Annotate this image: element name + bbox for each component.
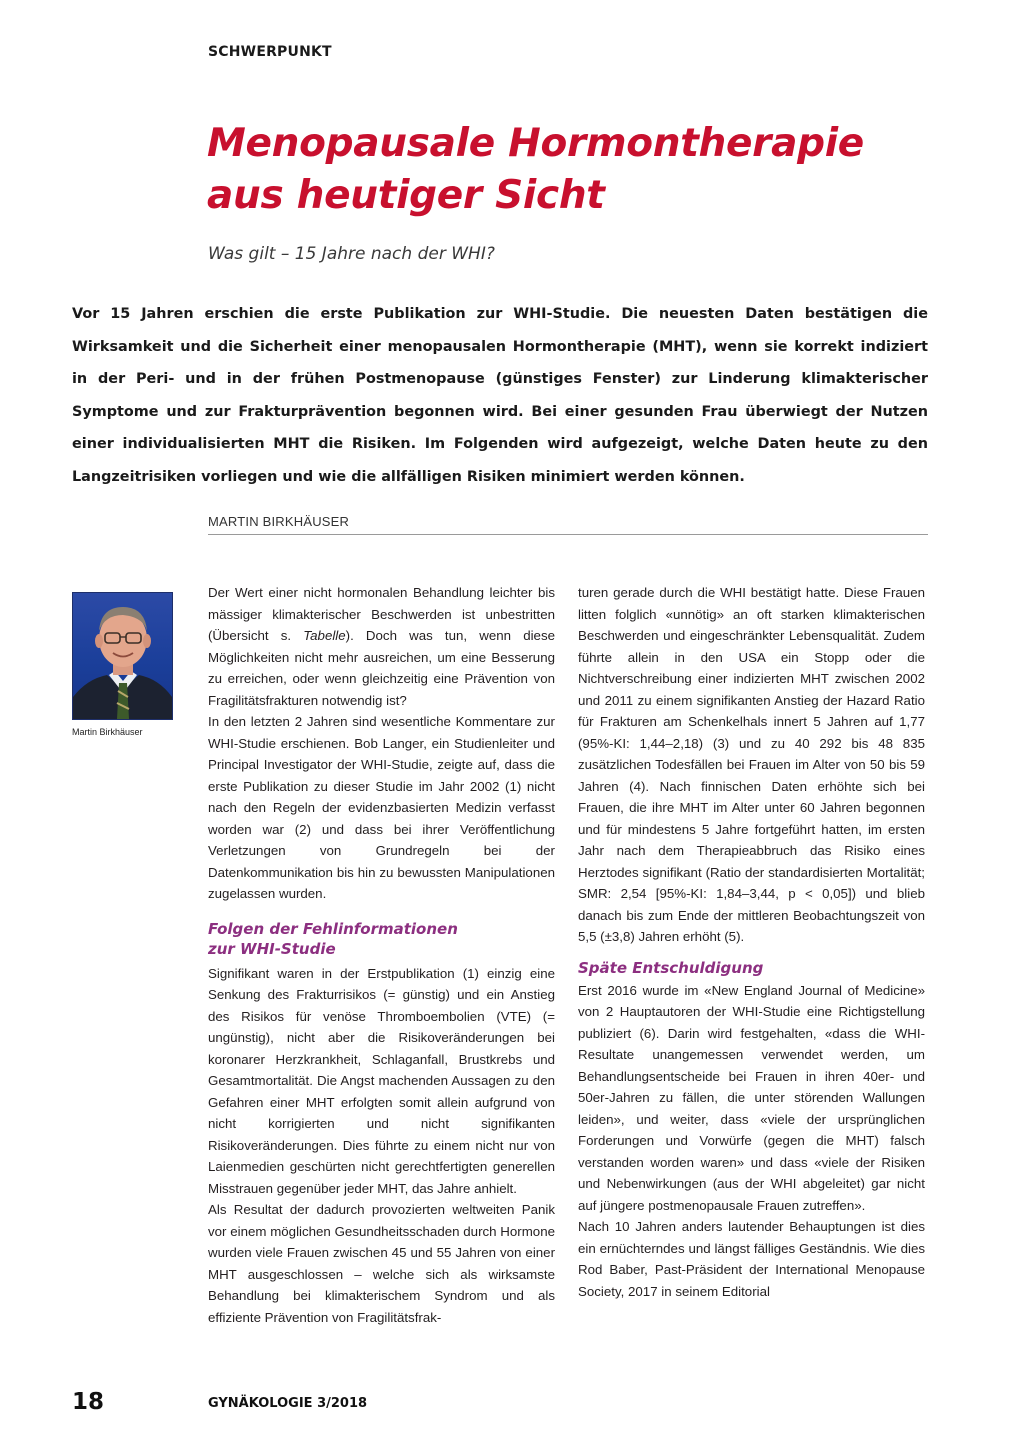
paragraph: Der Wert einer nicht hormonalen Behandlung leichter bis mässiger klimakterischer Beschwerden ist unbestritten (Übersicht s. Tabelle). Doch was tun, wenn diese Möglichkeiten nicht mehr ausreichen, um eine Besserung zu erreichen, oder wenn gleichzeitig eine Prävention von Fragilitätsfrakturen notwendig ist? bbox=[208, 585, 555, 708]
byline-divider bbox=[208, 534, 928, 535]
paragraph: Signifikant waren in der Erstpublikation (1) einzig eine Senkung des Frakturrisikos (= günstig) und ein Anstieg des Risikos für venöse Thromboembolien (VTE) (= ungünstig), nicht aber die Risikoveränderungen bei koronarer Herzkrankheit, Schlaganfall, Brustkrebs und Gesamtmortalität. Die Angst machenden Aussagen zu den Gefahren einer MHT erfolgten somit allein aufgrund von nicht korrigierten und nicht signifikanten Risikoveränderungen. Dies führte zu einem nicht nur von Laienmedien geschürten nicht gerechtfertigten generellen Misstrauen gegenüber jeder MHT, das Jahre anhielt. bbox=[208, 965, 555, 1196]
section-label: SCHWERPUNKT bbox=[208, 44, 332, 60]
title-line-2: aus heutiger Sicht bbox=[207, 173, 605, 218]
section-heading: Folgen der Fehlinformationen zur WHI-Studie bbox=[208, 919, 458, 958]
paragraph: turen gerade durch die WHI bestätigt hatte. Diese Frauen litten folglich «unnötig» an oft starken klimakterischen Beschwerden und eingeschränkter Lebensqualität. Zudem führte allein in den USA ein Stopp oder die Nichtverschreibung einer indizierten MHT zwischen 2002 und 2011 zu einem signifikanten Anstieg der Hazard Ratio für Frakturen am Schenkelhals innert 5 Jahren auf 1,77 (95%-KI: 1,44–2,18) (3) und zu 40 292 bis 48 835 zusätzlichen Todesfällen bei Frauen im Alter von 50 bis 59 Jahren (4). Nach finnischen Daten erhöhte sich bei Frauen, die ihre MHT im Alter unter 60 Jahren begonnen und für mindestens 5 Jahre fortgeführt hatten, im ersten Jahr nach dem Therapieabbruch das Risiko eines Herztodes signifikant (Ratio der standardisierten Mortalität; SMR: 2,54 [95%-KI: 1,84–3,44, p < 0,05]) und blieb danach bis zum Ende der mittleren Beobachtungszeit von 5,5 (±3,8) Jahren erhöht (5). bbox=[578, 585, 925, 944]
paragraph: Erst 2016 wurde im «New England Journal of Medicine» von 2 Hauptautoren der WHI-Studie eine Richtigstellung publiziert (6). Darin wird festgehalten, «dass die WHI-Resultate unangemessen verwendet werden, um Behandlungsentscheide bei Frauen in ihren 40er- und 50er-Jahren zu fällen, die unter störenden Wallungen leiden», und weiter, dass «viele der ursprünglichen Forderungen und Vorwürfe (gegen die MHT) falsch verstanden worden waren» und dass «viele der Risiken und Nebenwirkungen (aus der WHI abgeleitet) gar nicht auf jüngere postmenopausale Frauen zutreffen». bbox=[578, 982, 925, 1213]
article-subtitle: Was gilt – 15 Jahre nach der WHI? bbox=[208, 244, 495, 264]
body-column-left bbox=[208, 582, 555, 1328]
title-line-1: Menopausale Hormontherapie bbox=[207, 121, 864, 166]
paragraph: Nach 10 Jahren anders lautender Behauptungen ist dies ein ernüchterndes und längst fälliges Geständnis. Wie dies Rod Baber, Past-Präsident der International Menopause Society, 2017 in seinem Editorial bbox=[578, 1219, 925, 1299]
author-photo bbox=[72, 592, 173, 720]
paragraph: Als Resultat der dadurch provozierten weltweiten Panik vor einem möglichen Gesundheitsschaden durch Hormone wurden viele Frauen zwischen 45 und 55 Jahren von einer MHT ausgeschlossen – welche sich als wirksamste Behandlung bei klimakterischem Syndrom und als effiziente Prävention von Fragilitätsfrak- bbox=[208, 1202, 555, 1325]
photo-caption: Martin Birkhäuser bbox=[72, 727, 143, 737]
page-number: 18 bbox=[72, 1389, 105, 1415]
paragraph: In den letzten 2 Jahren sind wesentliche Kommentare zur WHI-Studie erschienen. Bob Langer, ein Studienleiter und Principal Investigator der WHI-Studie, zeigte auf, dass die erste Publikation zu dieser Studie im Jahr 2002 (1) nicht nach den Regeln der evidenzbasierten Medizin verfasst worden war (2) und dass bei ihrer Veröffentlichung Verletzungen von Grundregeln bei der Datenkommunikation bis hin zu bewussten Manipulationen zugelassen wurden. bbox=[208, 714, 555, 901]
author-byline: MARTIN BIRKHÄUSER bbox=[208, 514, 350, 529]
journal-issue: GYNÄKOLOGIE 3/2018 bbox=[208, 1396, 368, 1411]
body-column-right bbox=[578, 582, 925, 1302]
lead-paragraph: Vor 15 Jahren erschien die erste Publikation zur WHI-Studie. Die neuesten Daten bestätigen die Wirksamkeit und die Sicherheit einer menopausalen Hormontherapie (MHT), wenn sie korrekt indiziert in der Peri- und in der frühen Postmenopause (günstiges Fenster) zur Linderung klimakterischer Symptome und zur Frakturprävention begonnen wird. Bei einer gesunden Frau überwiegt der Nutzen einer individualisierten MHT die Risiken. Im Folgenden wird aufgezeigt, welche Daten heute zu den Langzeitrisiken vorliegen und wie die allfälligen Risiken minimiert werden können. bbox=[72, 306, 928, 485]
section-heading: Späte Entschuldigung bbox=[578, 958, 764, 977]
article-title bbox=[207, 118, 864, 222]
